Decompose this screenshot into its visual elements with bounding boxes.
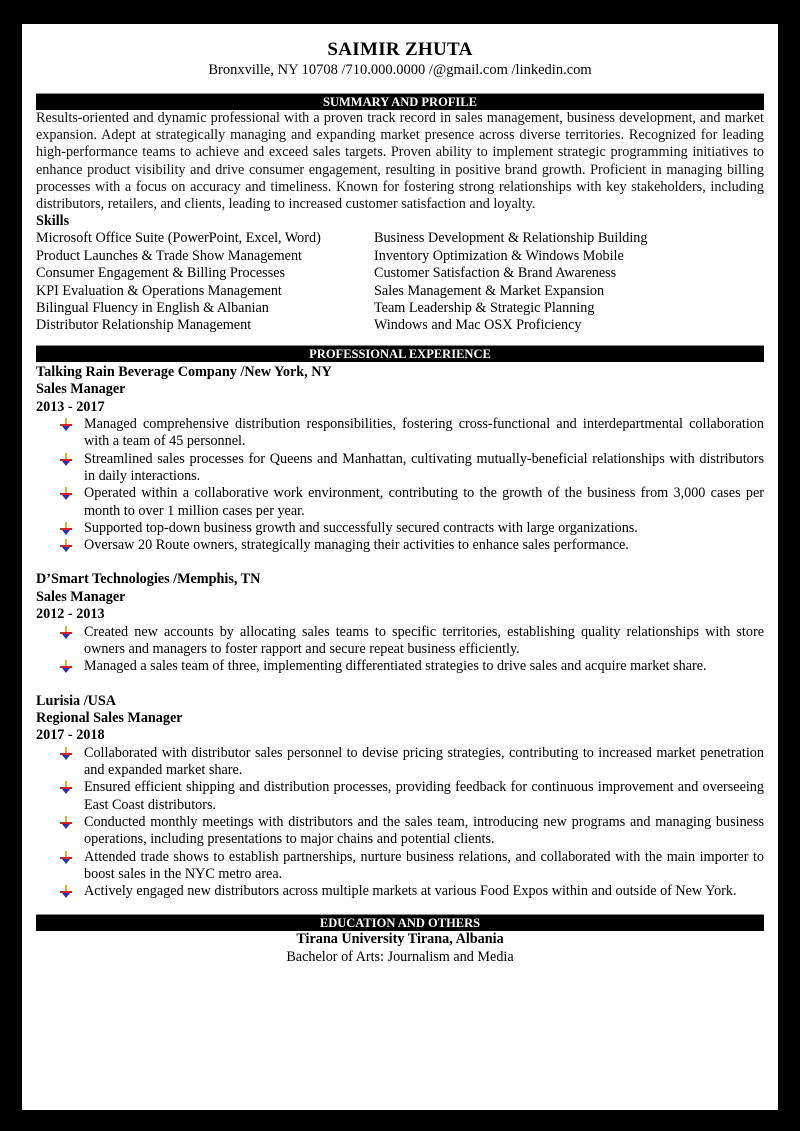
candidate-name: SAIMIR ZHUTA xyxy=(327,39,473,60)
skill-item: Microsoft Office Suite (PowerPoint, Excel, Word) xyxy=(36,230,321,247)
job-bullets xyxy=(36,624,764,676)
job-bullet xyxy=(84,745,764,780)
down-arrow-bullet-icon xyxy=(60,487,72,500)
job-bullet xyxy=(84,658,764,675)
skill-item: Windows and Mac OSX Proficiency xyxy=(374,317,582,334)
job-list xyxy=(36,364,764,901)
job-bullets xyxy=(36,745,764,901)
down-arrow-bullet-icon xyxy=(60,626,72,639)
job-entry xyxy=(36,364,764,555)
job-bullet xyxy=(84,883,764,900)
job-entry xyxy=(36,571,764,675)
contact-line: Bronxville, NY 10708 /710.000.0000 /@gmail.com /linkedin.com xyxy=(208,62,592,78)
section-header-experience: PROFESSIONAL EXPERIENCE xyxy=(36,345,764,362)
bullet-text: Collaborated with distributor sales personnel to devise pricing strategies, contributing to increased market penetration and expanded market share. xyxy=(84,744,764,779)
skill-item: Bilingual Fluency in English & Albanian xyxy=(36,300,269,317)
skill-item: KPI Evaluation & Operations Management xyxy=(36,282,282,299)
education-degree: Bachelor of Arts: Journalism and Media xyxy=(286,948,514,965)
bullet-text: Operated within a collaborative work environment, contributing to the growth of the business from 3,000 cases per month to over 1 million cases per year. xyxy=(84,485,764,519)
job-bullet xyxy=(84,416,764,451)
bullet-text: Managed comprehensive distribution responsibilities, fostering cross-functional and interdepartmental collaboration with a team of 45 personnel. xyxy=(84,416,764,450)
skill-item: Consumer Engagement & Billing Processes xyxy=(36,265,286,282)
skill-item: Business Development & Relationship Building xyxy=(374,230,648,247)
down-arrow-bullet-icon xyxy=(60,418,72,431)
resume-content xyxy=(36,24,764,966)
skill-item: Product Launches & Trade Show Management xyxy=(36,247,302,264)
skills-list xyxy=(36,230,764,334)
job-entry xyxy=(36,693,764,901)
job-bullet xyxy=(84,451,764,486)
resume-page xyxy=(22,24,778,1110)
bullet-text: Supported top-down business growth and successfully secured contracts with large organizations. xyxy=(84,519,638,536)
skill-item: Customer Satisfaction & Brand Awareness xyxy=(374,265,617,282)
down-arrow-bullet-icon xyxy=(60,781,72,794)
job-bullets xyxy=(36,416,764,554)
section-header-education: EDUCATION AND OTHERS xyxy=(36,914,764,931)
bullet-text: Created new accounts by allocating sales teams to specific territories, establishing quality relationships with store owners and managers to foster rapport and secure repeat business efficiently. xyxy=(84,623,764,657)
down-arrow-bullet-icon xyxy=(60,851,72,864)
bullet-text: Attended trade shows to establish partnerships, nurture business relations, and collaborated with the main importer to boost sales in the NYC metro area. xyxy=(84,848,764,882)
skill-item: Sales Management & Market Expansion xyxy=(374,282,605,299)
job-dates: 2013 - 2017 xyxy=(36,398,105,415)
bullet-text: Managed a sales team of three, implementing differentiated strategies to drive sales and acquire market share. xyxy=(84,658,707,675)
down-arrow-bullet-icon xyxy=(60,747,72,760)
bullet-text: Oversaw 20 Route owners, strategically managing their activities to enhance sales performance. xyxy=(84,537,629,554)
skills-heading: Skills xyxy=(36,213,70,230)
down-arrow-bullet-icon xyxy=(60,885,72,898)
job-title: Sales Manager xyxy=(36,588,126,605)
job-bullet xyxy=(84,849,764,884)
bullet-text: Ensured efficient shipping and distribution processes, providing feedback for continuous improvement and overseeing East Coast distributors. xyxy=(84,779,764,813)
skill-item: Inventory Optimization & Windows Mobile xyxy=(374,247,624,264)
skill-item: Team Leadership & Strategic Planning xyxy=(374,300,595,317)
job-bullet xyxy=(84,485,764,520)
job-company: Lurisia /USA xyxy=(36,692,117,709)
job-bullet xyxy=(84,814,764,849)
skill-item: Distributor Relationship Management xyxy=(36,317,252,334)
section-header-summary: SUMMARY AND PROFILE xyxy=(36,93,764,110)
bullet-text: Actively engaged new distributors across multiple markets at various Food Expos within and outside of New York. xyxy=(84,883,737,900)
job-company: D’Smart Technologies /Memphis, TN xyxy=(36,571,261,588)
job-company: Talking Rain Beverage Company /New York, NY xyxy=(36,363,332,380)
job-dates: 2012 - 2013 xyxy=(36,606,105,623)
down-arrow-bullet-icon xyxy=(60,660,72,673)
job-dates: 2017 - 2018 xyxy=(36,727,105,744)
bullet-text: Conducted monthly meetings with distributors and the sales team, introducing new programs and managing business operations, including presentations to major chains and potential clients. xyxy=(84,813,764,848)
job-title: Sales Manager xyxy=(36,381,126,398)
down-arrow-bullet-icon xyxy=(60,522,72,535)
summary-text: Results-oriented and dynamic professional with a proven track record in sales management, business development, and market expansion. Adept at strategically managing and expanding market presence across diverse territories. Recognized for leading high-performance teams to achieve and exceed sales targets. Proven ability to implement strategic programming initiatives to enhance product visibility and drive consumer engagement, resulting in positive brand growth. Proficient in managing billing processes with a focus on accuracy and timeliness. Known for fostering strong relationships with key stakeholders, including distributors, retailers, and clients, leading to increased customer satisfaction and loyalty. xyxy=(36,110,764,213)
job-bullet xyxy=(84,624,764,659)
down-arrow-bullet-icon xyxy=(60,539,72,552)
job-bullet xyxy=(84,779,764,814)
down-arrow-bullet-icon xyxy=(60,816,72,829)
education-school: Tirana University Tirana, Albania xyxy=(296,931,504,948)
bullet-text: Streamlined sales processes for Queens and Manhattan, cultivating mutually-beneficial relationships with distributors in daily interactions. xyxy=(84,450,764,484)
job-title: Regional Sales Manager xyxy=(36,709,183,726)
job-bullet xyxy=(84,520,764,537)
job-bullet xyxy=(84,537,764,554)
down-arrow-bullet-icon xyxy=(60,453,72,466)
